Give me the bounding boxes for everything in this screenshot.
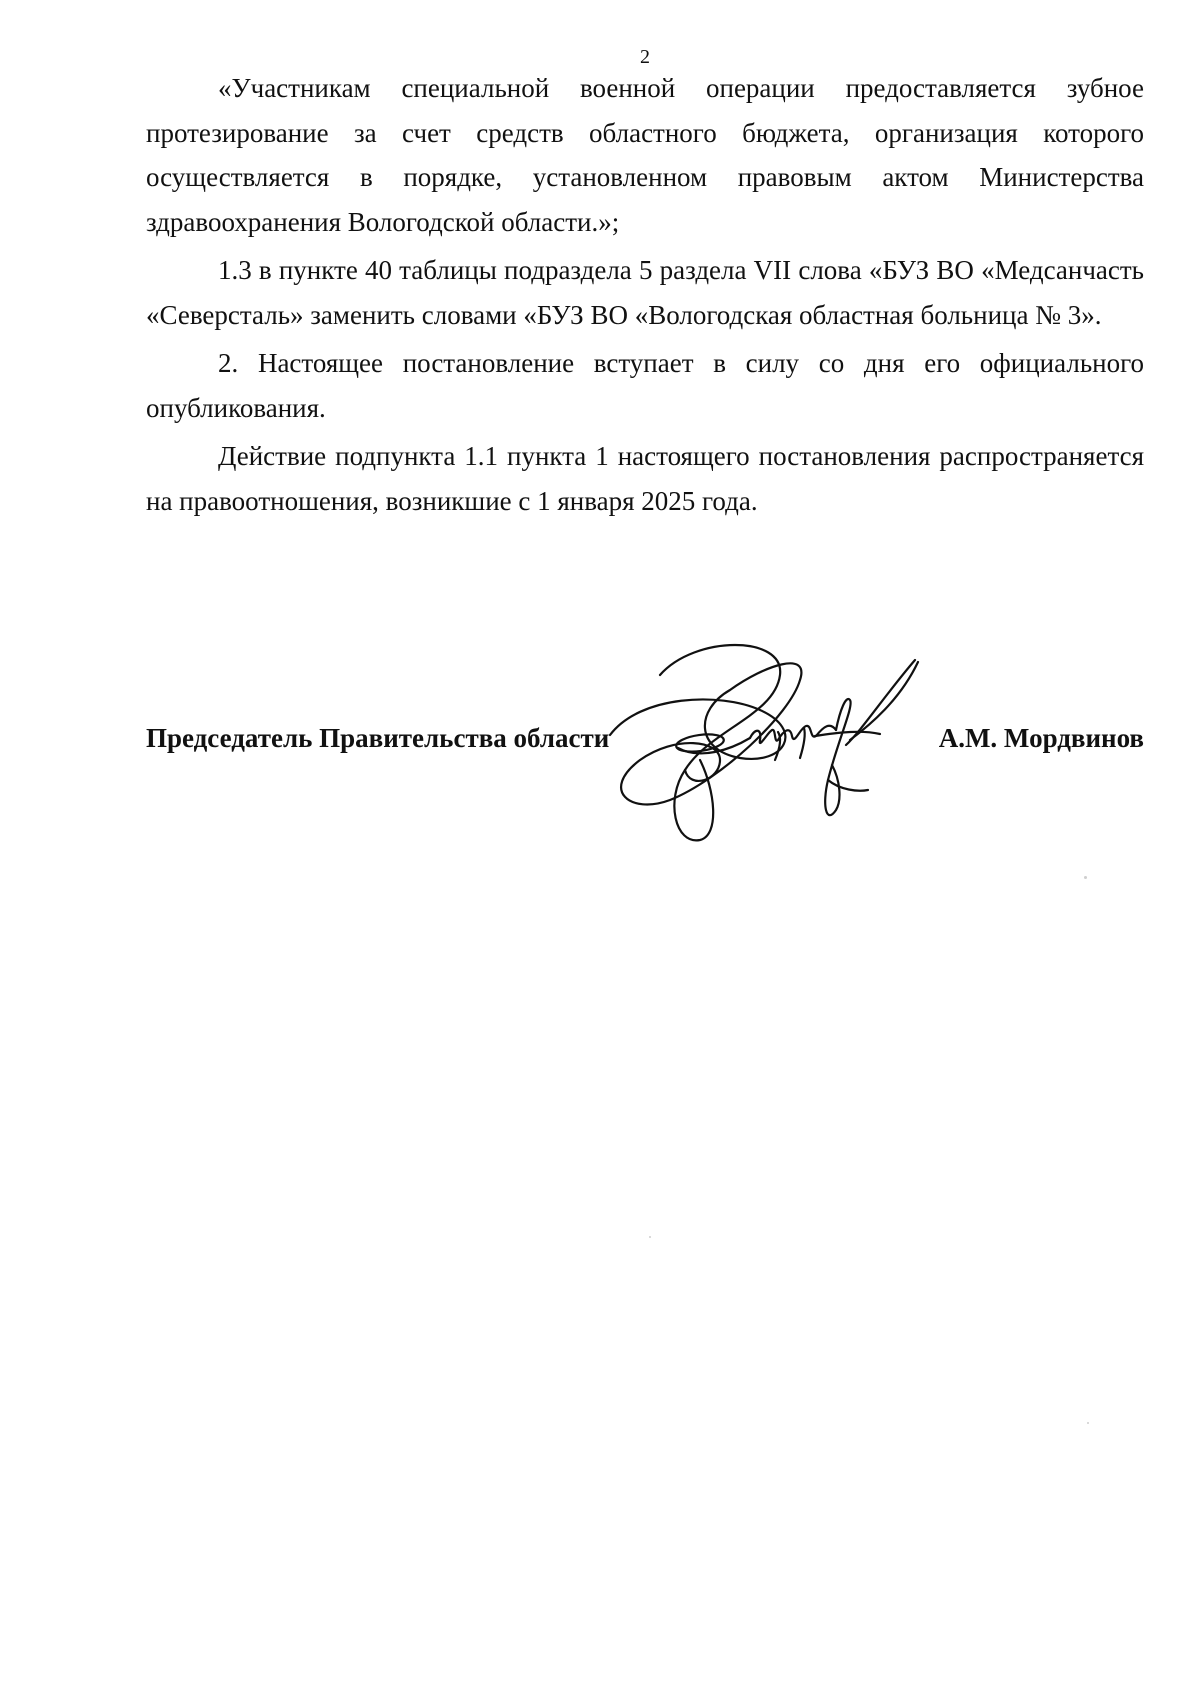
signatory-title: Председатель Правительства области xyxy=(146,723,610,753)
signatory-name: А.М. Мордвинов xyxy=(938,723,1144,753)
paragraph-retroactive-effect: Действие подпункта 1.1 пункта 1 настоящего постановления распространяется на правоотношения, возникшие с 1 января 2025 года. xyxy=(146,441,1144,516)
handwritten-signature xyxy=(600,640,960,855)
paragraph-entry-into-force: 2. Настоящее постановление вступает в силу со дня его официального опубликования. xyxy=(146,348,1144,423)
scan-speck xyxy=(1087,1422,1089,1424)
document-body xyxy=(146,66,1144,527)
scan-speck xyxy=(649,1236,651,1238)
paragraph-amendment-1-3: 1.3 в пункте 40 таблицы подраздела 5 раздела VII слова «БУЗ ВО «Медсанчасть «Северсталь» заменить словами «БУЗ ВО «Вологодская областная больница № 3». xyxy=(146,255,1144,330)
scan-speck xyxy=(1084,876,1087,879)
page-number: 2 xyxy=(640,46,650,68)
paragraph-dental-prosthetics: «Участникам специальной военной операции предоставляется зубное протезирование за счет средств областного бюджета, организация которого осуществляется в порядке, установленном правовым актом Министерства здравоохранения Вологодской области.»; xyxy=(146,73,1144,237)
